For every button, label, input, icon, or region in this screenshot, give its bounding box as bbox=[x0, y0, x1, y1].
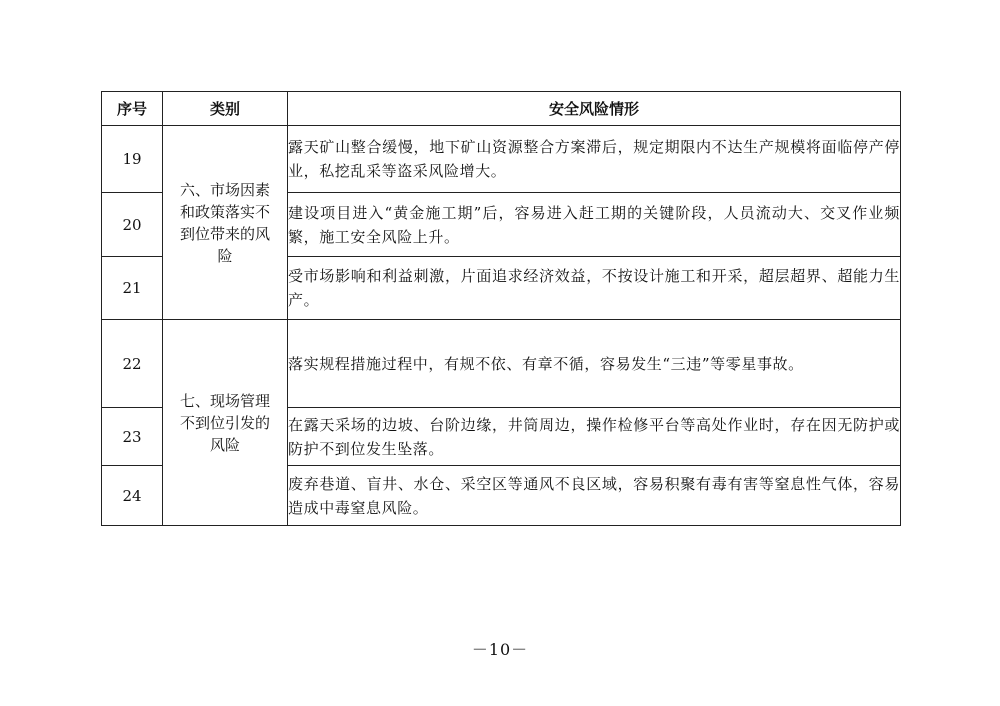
row-situation: 在露天采场的边坡、台阶边缘，井筒周边，操作检修平台等高处作业时，存在因无防护或防护不到位发生坠落。 bbox=[288, 408, 901, 466]
row-situation: 受市场影响和利益刺激，片面追求经济效益，不按设计施工和开采，超层超界、超能力生产。 bbox=[288, 257, 901, 320]
row-situation: 建设项目进入“黄金施工期”后，容易进入赶工期的关键阶段，人员流动大、交叉作业频繁，施工安全风险上升。 bbox=[288, 193, 901, 257]
row-situation: 露天矿山整合缓慢，地下矿山资源整合方案滞后，规定期限内不达生产规模将面临停产停业，私挖乱采等盗采风险增大。 bbox=[288, 126, 901, 193]
row-index: 20 bbox=[102, 193, 163, 257]
category-label: 六、市场因素和政策落实不到位带来的风险 bbox=[179, 180, 270, 265]
header-category: 类别 bbox=[163, 92, 288, 126]
table-header-row bbox=[102, 92, 901, 126]
table-row bbox=[102, 320, 901, 408]
row-index: 22 bbox=[102, 320, 163, 408]
row-index: 23 bbox=[102, 408, 163, 466]
row-situation: 落实规程措施过程中，有规不依、有章不循，容易发生“三违”等零星事故。 bbox=[288, 320, 901, 408]
page-number: －10－ bbox=[471, 640, 529, 659]
category-cell bbox=[163, 320, 288, 526]
row-index: 19 bbox=[102, 126, 163, 193]
row-index: 24 bbox=[102, 466, 163, 526]
row-situation: 废弃巷道、盲井、水仓、采空区等通风不良区域，容易积聚有毒有害等窒息性气体，容易造成中毒窒息风险。 bbox=[288, 466, 901, 526]
risk-table bbox=[101, 91, 901, 526]
header-situation: 安全风险情形 bbox=[288, 92, 901, 126]
row-index: 21 bbox=[102, 257, 163, 320]
table-row bbox=[102, 126, 901, 193]
category-cell bbox=[163, 126, 288, 320]
header-index: 序号 bbox=[102, 92, 163, 126]
category-label: 七、现场管理不到位引发的风险 bbox=[179, 391, 270, 454]
